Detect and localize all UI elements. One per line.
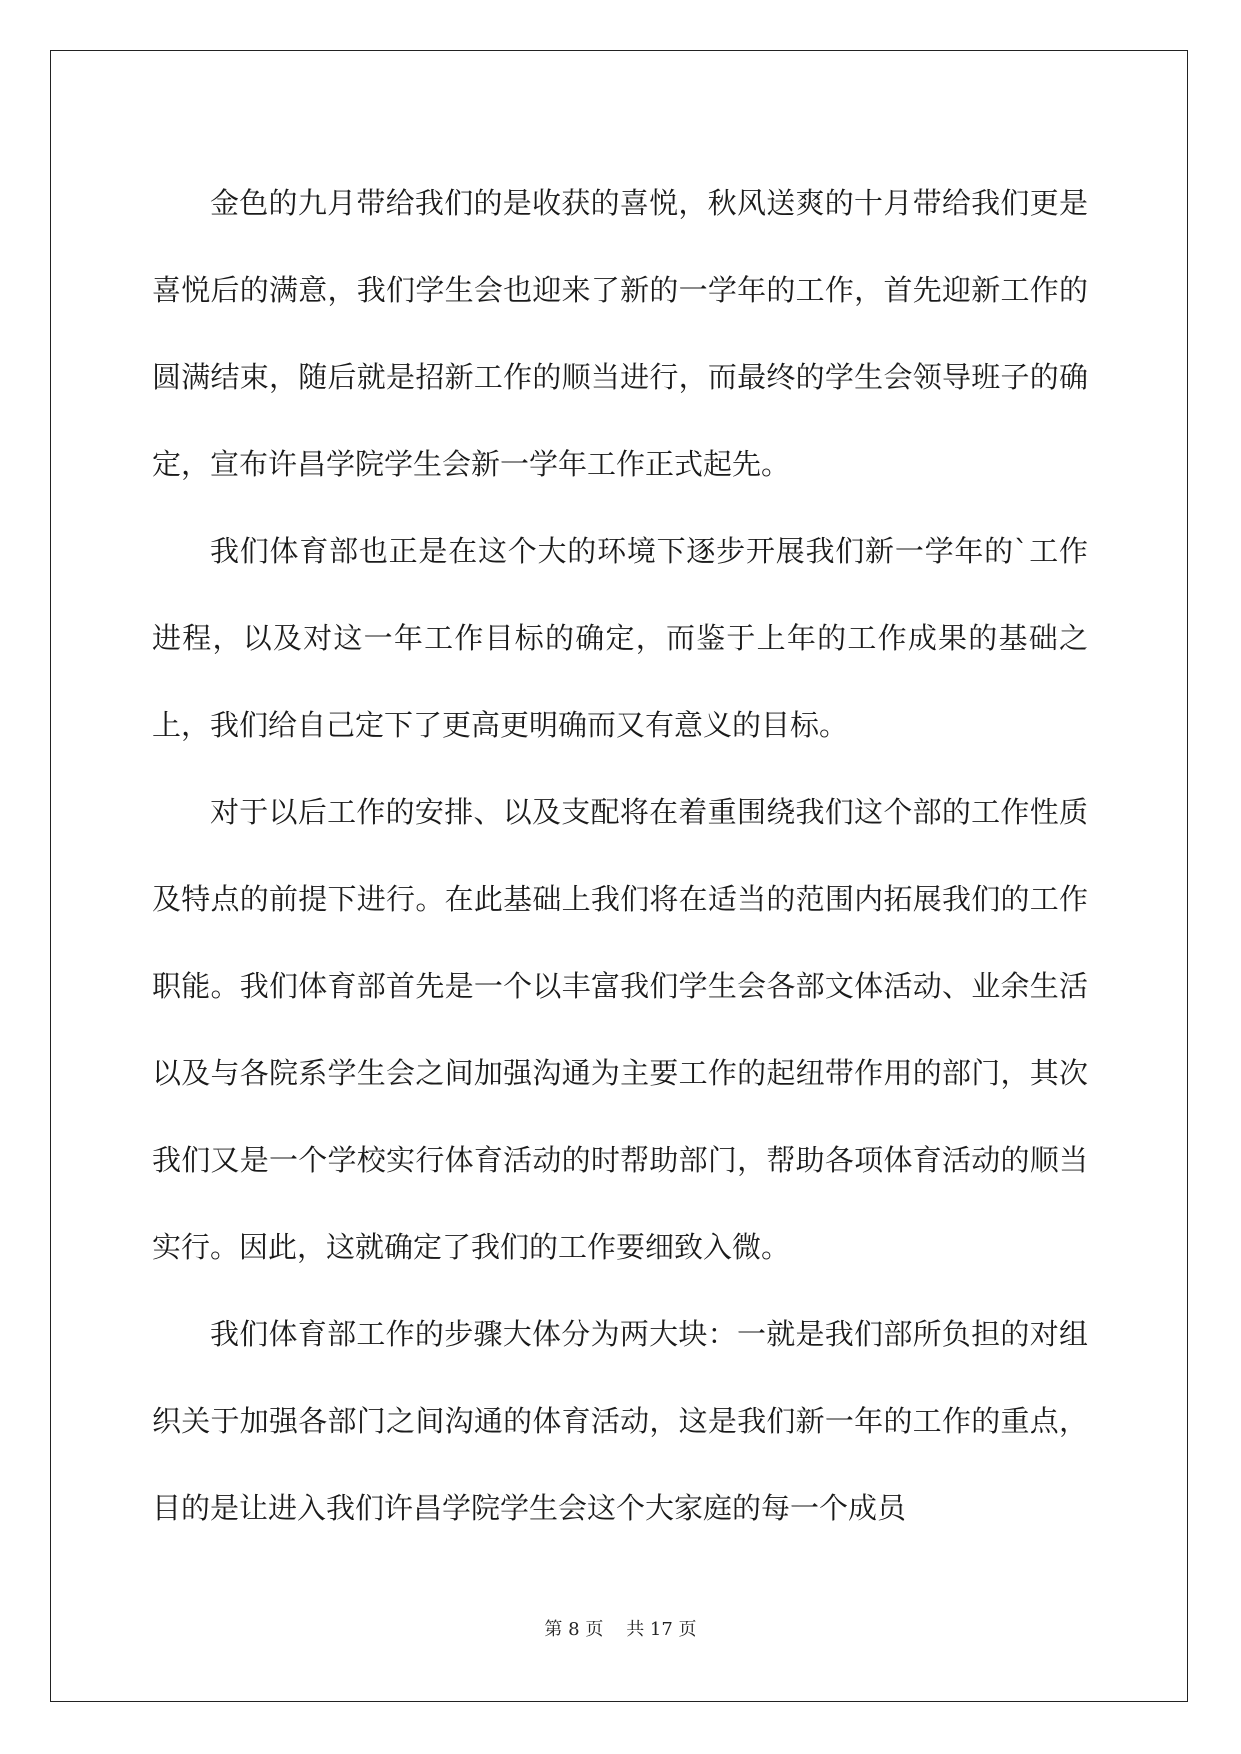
paragraph-3: 对于以后工作的安排、以及支配将在着重围绕我们这个部的工作性质及特点的前提下进行。在此基础上我们将在适当的范围内拓展我们的工作职能。我们体育部首先是一个以丰富我们学生会各部文体活动、业余生活以及与各院系学生会之间加强沟通为主要工作的起纽带作用的部门，其次我们又是一个学校实行体育活动的时帮助部门，帮助各项体育活动的顺当实行。因此，这就确定了我们的工作要细致入微。 bbox=[152, 795, 1088, 1264]
paragraph-1: 金色的九月带给我们的是收获的喜悦，秋风送爽的十月带给我们更是喜悦后的满意，我们学生会也迎来了新的一学年的工作，首先迎新工作的圆满结束，随后就是招新工作的顺当进行，而最终的学生会领导班子的确定，宣布许昌学院学生会新一学年工作正式起先。 bbox=[152, 186, 1088, 481]
document-body bbox=[152, 160, 1088, 1552]
page-number-footer: 第 8 页 共 17 页 bbox=[544, 1619, 697, 1640]
paragraph-4: 我们体育部工作的步骤大体分为两大块：一就是我们部所负担的对组织关于加强各部门之间沟通的体育活动，这是我们新一年的工作的重点，目的是让进入我们许昌学院学生会这个大家庭的每一个成员 bbox=[152, 1317, 1088, 1525]
paragraph-2: 我们体育部也正是在这个大的环境下逐步开展我们新一学年的`工作进程，以及对这一年工作目标的确定，而鉴于上年的工作成果的基础之上，我们给自己定下了更高更明确而又有意义的目标。 bbox=[152, 534, 1088, 742]
